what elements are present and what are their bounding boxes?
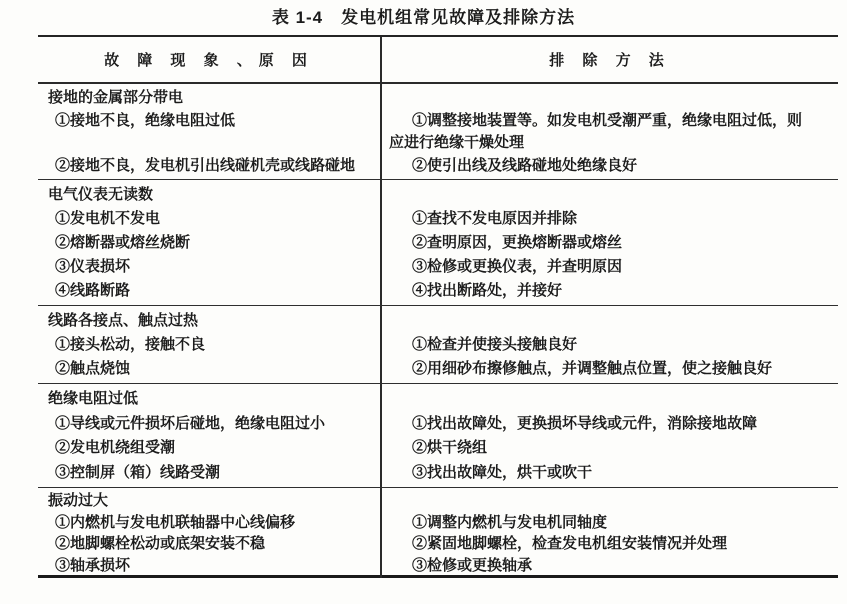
table-row-line: 振动过大 xyxy=(48,492,109,510)
table-row-line: ①调整内燃机与发电机同轴度 xyxy=(412,513,608,531)
fault-cause-cell xyxy=(38,306,382,383)
table-row-line xyxy=(382,389,838,408)
table-section xyxy=(38,180,838,306)
table-row-line: ③仪表损坏 xyxy=(55,258,131,276)
table-row-line: ②地脚螺栓松动或底架安装不稳 xyxy=(55,535,266,553)
table-row-line: ③控制屏（箱）线路受潮 xyxy=(55,464,221,482)
column-header-remedy: 排 除 方 法 xyxy=(549,52,671,69)
table-row-line: 电气仪表无读数 xyxy=(48,185,154,203)
table-header-row xyxy=(38,37,838,84)
table-row-line: ②烘干绕组 xyxy=(412,439,488,457)
table-row-line xyxy=(382,88,838,107)
table-row-line: ①调整接地装置等。如发电机受潮严重，绝缘电阻过低，则 xyxy=(412,111,803,129)
table-row-line: 接地的金属部分带电 xyxy=(48,88,184,106)
table-row-line: ①检查并使接头接触良好 xyxy=(412,335,578,353)
table-row-line: ①找出故障处，更换损坏导线或元件，消除接地故障 xyxy=(412,414,758,432)
table-row-line xyxy=(382,185,838,204)
table-section xyxy=(38,84,838,180)
table-row-line: ③检修或更换轴承 xyxy=(412,556,533,574)
table-row-line xyxy=(382,311,838,330)
table-row-line: ②用细砂布擦修触点，并调整触点位置，使之接触良好 xyxy=(412,360,773,378)
column-header-fault-cause: 故 障 现 象 、原 因 xyxy=(38,37,382,82)
table-row-line: ①接头松动，接触不良 xyxy=(55,335,206,353)
remedy-cell xyxy=(382,384,838,487)
table-row-line: ③轴承损坏 xyxy=(55,556,131,574)
table-row-line: ②接地不良，发电机引出线碰机壳或线路碰地 xyxy=(55,157,356,175)
table-section xyxy=(38,306,838,384)
remedy-cell xyxy=(382,180,838,305)
fault-cause-cell xyxy=(38,180,382,305)
table-row-line: ②熔断器或熔丝烧断 xyxy=(55,233,191,251)
table-section xyxy=(38,488,838,578)
table-row-line: ②发电机绕组受潮 xyxy=(55,439,176,457)
table-row-line: 应进行绝缘干燥处理 xyxy=(389,134,525,152)
table-section xyxy=(38,384,838,488)
table-row-line: ④线路断路 xyxy=(55,282,131,300)
table-row-line: 绝缘电阻过低 xyxy=(48,389,139,407)
fault-cause-cell xyxy=(38,384,382,487)
table-row-line: ②触点烧蚀 xyxy=(55,360,131,378)
table-row-line: ②使引出线及线路碰地处绝缘良好 xyxy=(412,157,638,175)
table-row-line: ④找出断路处，并接好 xyxy=(412,282,563,300)
table-row-line: ②紧固地脚螺栓，检查发电机组安装情况并处理 xyxy=(412,535,728,553)
table-row-line: ①导线或元件损坏后碰地，绝缘电阻过小 xyxy=(55,414,326,432)
table-row-line: 线路各接点、触点过热 xyxy=(48,311,199,329)
remedy-cell xyxy=(382,488,838,578)
table-row-line: ③检修或更换仪表，并查明原因 xyxy=(412,258,623,276)
table-row-line: ②查明原因，更换熔断器或熔丝 xyxy=(412,233,623,251)
table-row-line: ①查找不发电原因并排除 xyxy=(412,209,578,227)
table-row-line: ③找出故障处，烘干或吹干 xyxy=(412,464,593,482)
table-caption: 表 1-4 发电机组常见故障及排除方法 xyxy=(271,8,576,27)
fault-cause-cell xyxy=(38,84,382,179)
table-row-line xyxy=(382,491,838,510)
table-row-line: ①内燃机与发电机联轴器中心线偏移 xyxy=(55,513,296,531)
table-row-line: ①发电机不发电 xyxy=(55,209,161,227)
remedy-cell xyxy=(382,84,838,179)
fault-troubleshooting-table xyxy=(38,35,838,578)
table-row-line: ①接地不良，绝缘电阻过低 xyxy=(55,111,236,129)
table-body xyxy=(38,84,838,578)
fault-cause-cell xyxy=(38,488,382,578)
remedy-cell xyxy=(382,306,838,383)
table-row-line xyxy=(38,133,380,152)
